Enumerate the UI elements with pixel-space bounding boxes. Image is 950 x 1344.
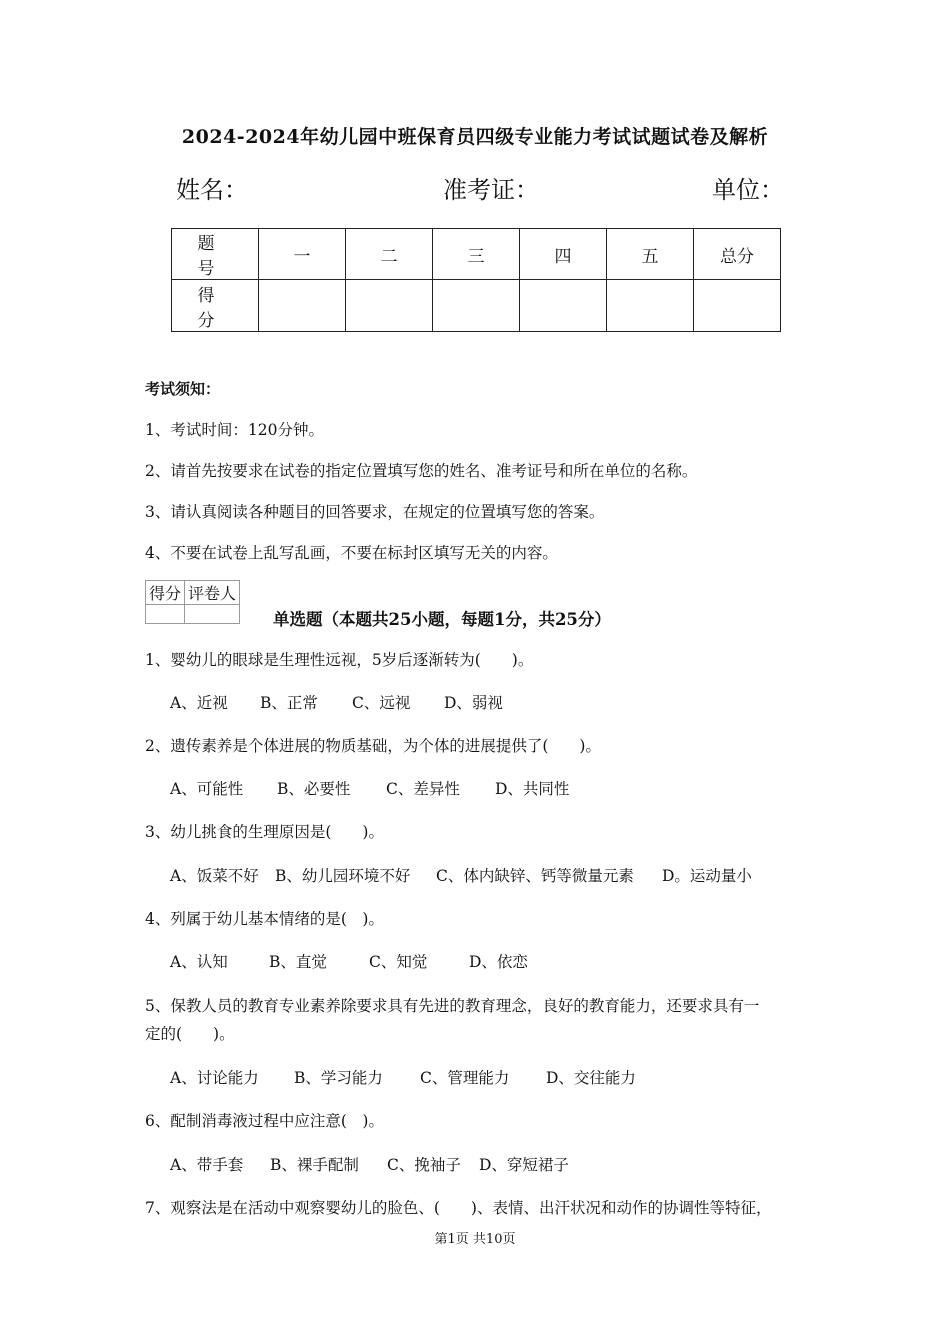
- question-options: [170, 1153, 569, 1175]
- grader-name-label: 评卷人: [185, 581, 240, 605]
- option[interactable]: C、远视: [352, 694, 411, 712]
- option[interactable]: B、幼儿园环境不好: [275, 867, 411, 885]
- score-table-cell: 五: [607, 229, 694, 280]
- score-table-cell: 一: [259, 229, 346, 280]
- notice-item: 3、请认真阅读各种题目的回答要求，在规定的位置填写您的答案。: [145, 503, 605, 521]
- question-options: [170, 950, 528, 972]
- unit-label: 单位：: [712, 176, 784, 204]
- page-footer: 第1页 共10页: [434, 1232, 516, 1247]
- option[interactable]: C、挽袖子: [387, 1156, 461, 1174]
- question-text: 1、婴幼儿的眼球是生理性远视，5岁后逐渐转为( )。: [145, 651, 534, 669]
- option[interactable]: D、穿短裙子: [479, 1156, 569, 1174]
- option[interactable]: A、带手套: [170, 1156, 244, 1174]
- score-entry-cell[interactable]: [694, 280, 781, 332]
- notice-item: 1、考试时间：120分钟。: [145, 421, 324, 439]
- exam-id-label: 准考证：: [443, 176, 539, 204]
- option[interactable]: C、差异性: [386, 780, 460, 798]
- option[interactable]: B、直觉: [269, 953, 327, 971]
- document-title: 2024-2024年幼儿园中班保育员四级专业能力考试试题试卷及解析: [181, 126, 769, 148]
- notice-item: 4、不要在试卷上乱写乱画，不要在标封区填写无关的内容。: [145, 544, 558, 562]
- question-options: [170, 691, 503, 713]
- score-table-cell: 四: [520, 229, 607, 280]
- option[interactable]: B、学习能力: [294, 1069, 383, 1087]
- score-table-score-row: [172, 280, 781, 332]
- question-text-continued: 定的( )。: [145, 1025, 235, 1043]
- option[interactable]: B、裸手配制: [270, 1156, 359, 1174]
- notice-title: 考试须知：: [145, 380, 221, 398]
- question-text: 7、观察法是在活动中观察婴幼儿的脸色、( )、表情、出汗状况和动作的协调性等特征，: [145, 1199, 772, 1217]
- question-options: [170, 864, 752, 886]
- option[interactable]: A、可能性: [170, 780, 244, 798]
- grader-box: [145, 580, 240, 624]
- option[interactable]: A、近视: [170, 694, 228, 712]
- score-row-label: 得 分: [172, 280, 259, 332]
- score-entry-cell[interactable]: [520, 280, 607, 332]
- score-entry-cell[interactable]: [607, 280, 694, 332]
- grader-score-label: 得分: [146, 581, 185, 605]
- score-table: [171, 228, 781, 332]
- option[interactable]: B、正常: [260, 694, 318, 712]
- question-text: 2、遗传素养是个体进展的物质基础，为个体的进展提供了( )。: [145, 737, 601, 755]
- option[interactable]: D、弱视: [444, 694, 503, 712]
- question-text: 5、保教人员的教育专业素养除要求具有先进的教育理念，良好的教育能力，还要求具有一: [145, 997, 760, 1015]
- question-text: 3、幼儿挑食的生理原因是( )。: [145, 823, 384, 841]
- score-table-header-row: [172, 229, 781, 280]
- option[interactable]: A、饭菜不好: [170, 867, 259, 885]
- question-text: 6、配制消毒液过程中应注意( )。: [145, 1112, 384, 1130]
- question-options: [170, 777, 569, 799]
- option[interactable]: C、管理能力: [420, 1069, 510, 1087]
- notice-item: 2、请首先按要求在试卷的指定位置填写您的姓名、准考证号和所在单位的名称。: [145, 462, 698, 480]
- option[interactable]: A、认知: [170, 953, 228, 971]
- score-table-cell: 三: [433, 229, 520, 280]
- grader-score-cell[interactable]: [146, 605, 185, 624]
- score-table-cell: 题 号: [172, 229, 259, 280]
- option[interactable]: D。运动量小: [662, 867, 752, 885]
- question-options: [170, 1066, 636, 1088]
- option[interactable]: C、体内缺锌、钙等微量元素: [436, 867, 634, 885]
- score-table-cell: 二: [346, 229, 433, 280]
- section-title: 单选题（本题共25小题，每题1分，共25分）: [273, 610, 611, 629]
- option[interactable]: C、知觉: [369, 953, 428, 971]
- option[interactable]: B、必要性: [277, 780, 351, 798]
- option[interactable]: D、依恋: [469, 953, 528, 971]
- grader-name-cell[interactable]: [185, 605, 240, 624]
- option[interactable]: A、讨论能力: [170, 1069, 259, 1087]
- score-entry-cell[interactable]: [259, 280, 346, 332]
- option[interactable]: D、交往能力: [546, 1069, 636, 1087]
- question-text: 4、列属于幼儿基本情绪的是( )。: [145, 910, 384, 928]
- score-table-cell: 总分: [694, 229, 781, 280]
- option[interactable]: D、共同性: [495, 780, 570, 798]
- score-entry-cell[interactable]: [346, 280, 433, 332]
- name-label: 姓名：: [176, 176, 248, 204]
- score-entry-cell[interactable]: [433, 280, 520, 332]
